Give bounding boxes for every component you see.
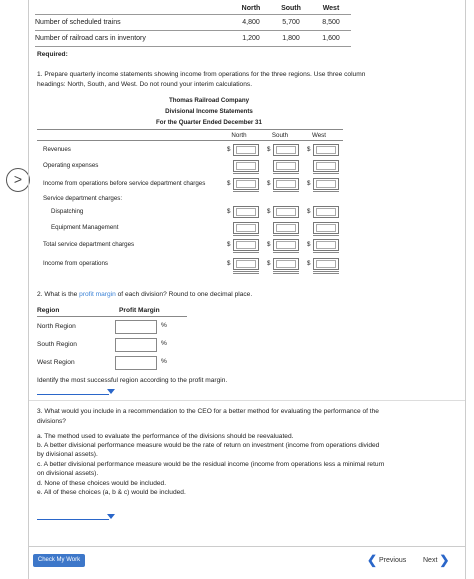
table-header-blank xyxy=(35,2,231,15)
chevron-left-icon: ❮ xyxy=(367,553,378,567)
dollar-sign: $ xyxy=(227,146,231,153)
table-header-south: South xyxy=(271,2,311,15)
dollar-sign: $ xyxy=(307,208,311,215)
row-total-service-charges: Total service department charges xyxy=(43,241,135,248)
data-table xyxy=(35,2,351,47)
percent-sign: % xyxy=(161,358,167,365)
income-before-north-input[interactable] xyxy=(233,178,259,190)
col-west: West xyxy=(312,132,326,139)
q1-text-line1: 1. Prepare quarterly income statements showing income from operations for the three regions. Use three column xyxy=(37,71,366,78)
row-income-from-operations: Income from operations xyxy=(43,260,108,267)
revenues-south-input[interactable] xyxy=(273,144,299,156)
statement-title: Divisional Income Statements xyxy=(165,108,253,115)
total-charges-north-input[interactable] xyxy=(233,239,259,251)
opex-south-input[interactable] xyxy=(273,160,299,172)
section-divider xyxy=(29,400,465,401)
dollar-sign: $ xyxy=(227,180,231,187)
double-underline xyxy=(233,273,259,274)
table-row xyxy=(35,31,351,47)
percent-sign: % xyxy=(161,322,167,329)
most-successful-region-select[interactable] xyxy=(37,384,109,395)
dollar-sign: $ xyxy=(267,208,271,215)
underline xyxy=(273,252,299,253)
region-south-label: South Region xyxy=(37,341,77,348)
divider xyxy=(37,140,343,141)
row-label: Number of scheduled trains xyxy=(35,15,231,31)
next-label: Next xyxy=(423,556,438,564)
cell-value: 1,800 xyxy=(271,31,311,47)
underline xyxy=(273,173,299,174)
underline xyxy=(233,191,259,192)
dollar-sign: $ xyxy=(227,241,231,248)
dispatching-north-input[interactable] xyxy=(233,206,259,218)
problem-page xyxy=(28,0,466,579)
dollar-sign: $ xyxy=(267,180,271,187)
previous-button[interactable] xyxy=(367,552,413,568)
equipment-south-input[interactable] xyxy=(273,222,299,234)
row-label: Number of railroad cars in inventory xyxy=(35,31,231,47)
choice-c-cont: on divisional assets). xyxy=(37,470,99,477)
region-col-header: Region xyxy=(37,307,60,314)
divider xyxy=(37,316,187,317)
underline xyxy=(313,252,339,253)
identify-text: Identify the most successful region according to the profit margin. xyxy=(37,377,228,384)
income-ops-south-input[interactable] xyxy=(273,258,299,270)
underline xyxy=(313,235,339,236)
check-my-work-button[interactable]: Check My Work xyxy=(33,554,85,567)
statement-period: For the Quarter Ended December 31 xyxy=(156,119,262,126)
dispatching-south-input[interactable] xyxy=(273,206,299,218)
dollar-sign: $ xyxy=(227,260,231,267)
cell-value: 8,500 xyxy=(311,15,351,31)
table-header-row xyxy=(35,2,351,15)
underline xyxy=(313,191,339,192)
chevron-down-icon[interactable] xyxy=(107,514,115,519)
q2-text-prefix: 2. What is the xyxy=(37,291,80,298)
row-operating-expenses: Operating expenses xyxy=(43,162,99,169)
underline xyxy=(273,235,299,236)
cell-value: 1,200 xyxy=(231,31,271,47)
q3-text-line2: divisions? xyxy=(37,418,66,425)
underline xyxy=(273,191,299,192)
underline xyxy=(233,252,259,253)
choice-b-cont: by divisional assets). xyxy=(37,451,98,458)
equipment-west-input[interactable] xyxy=(313,222,339,234)
required-heading: Required: xyxy=(37,51,68,58)
dollar-sign: $ xyxy=(307,241,311,248)
double-underline xyxy=(233,271,259,272)
dollar-sign: $ xyxy=(307,146,311,153)
underline xyxy=(233,173,259,174)
double-underline xyxy=(273,273,299,274)
col-north: North xyxy=(231,132,247,139)
expand-arrow-icon[interactable]: > xyxy=(6,168,30,192)
cell-value: 4,800 xyxy=(231,15,271,31)
company-name: Thomas Railroad Company xyxy=(168,97,250,104)
total-charges-south-input[interactable] xyxy=(273,239,299,251)
next-button[interactable] xyxy=(423,552,455,568)
total-charges-west-input[interactable] xyxy=(313,239,339,251)
previous-label: Previous xyxy=(379,556,407,564)
revenues-north-input[interactable] xyxy=(233,144,259,156)
dollar-sign: $ xyxy=(307,260,311,267)
table-row xyxy=(35,15,351,31)
divider xyxy=(37,129,343,130)
north-profit-margin-input[interactable] xyxy=(115,320,157,334)
double-underline xyxy=(273,271,299,272)
chevron-down-icon[interactable] xyxy=(107,389,115,394)
equipment-north-input[interactable] xyxy=(233,222,259,234)
col-south: South xyxy=(271,132,289,139)
double-underline xyxy=(313,271,339,272)
opex-west-input[interactable] xyxy=(313,160,339,172)
dollar-sign: $ xyxy=(227,208,231,215)
footer-divider xyxy=(29,546,465,547)
dollar-sign: $ xyxy=(267,146,271,153)
choice-a: a. The method used to evaluate the performance of the divisions should be reevaluated. xyxy=(37,433,294,440)
dollar-sign: $ xyxy=(267,260,271,267)
choice-e: e. All of these choices (a, b & c) would be included. xyxy=(37,489,186,496)
chevron-right-icon: ❯ xyxy=(439,553,450,567)
choice-c: c. A better divisional performance measure would be the residual income (income from operations less a minimal return xyxy=(37,461,385,468)
row-dispatching: Dispatching xyxy=(51,208,84,215)
income-ops-north-input[interactable] xyxy=(233,258,259,270)
profit-margin-link[interactable]: profit margin xyxy=(79,291,116,298)
choice-d: d. None of these choices would be included. xyxy=(37,480,167,487)
dollar-sign: $ xyxy=(267,241,271,248)
double-underline xyxy=(313,273,339,274)
percent-sign: % xyxy=(161,340,167,347)
underline xyxy=(233,235,259,236)
dispatching-west-input[interactable] xyxy=(313,206,339,218)
south-profit-margin-input[interactable] xyxy=(115,338,157,352)
revenues-west-input[interactable] xyxy=(313,144,339,156)
income-before-west-input[interactable] xyxy=(313,178,339,190)
recommendation-select[interactable] xyxy=(37,509,109,520)
cell-value: 1,600 xyxy=(311,31,351,47)
dollar-sign: $ xyxy=(307,180,311,187)
region-west-label: West Region xyxy=(37,359,75,366)
income-before-south-input[interactable] xyxy=(273,178,299,190)
table-header-west: West xyxy=(311,2,351,15)
q2-text xyxy=(37,290,457,299)
opex-north-input[interactable] xyxy=(233,160,259,172)
row-revenues: Revenues xyxy=(43,146,71,153)
row-equipment-management: Equipment Management xyxy=(51,224,119,231)
q3-text-line1: 3. What would you include in a recommendation to the CEO for a better method for evaluating the performance of the xyxy=(37,408,379,415)
row-income-before-charges: Income from operations before service department charges xyxy=(43,180,206,187)
q1-text-line2: headings: North, South, and West. Do not round your interim calculations. xyxy=(37,81,253,88)
choice-b: b. A better divisional performance measure would be the rate of return on investment (income from operations divided xyxy=(37,442,380,449)
west-profit-margin-input[interactable] xyxy=(115,356,157,370)
margin-col-header: Profit Margin xyxy=(119,307,160,314)
row-service-charges-heading: Service department charges: xyxy=(43,195,123,202)
underline xyxy=(313,173,339,174)
table-header-north: North xyxy=(231,2,271,15)
cell-value: 5,700 xyxy=(271,15,311,31)
income-ops-west-input[interactable] xyxy=(313,258,339,270)
q2-text-suffix: of each division? Round to one decimal place. xyxy=(115,291,253,298)
region-north-label: North Region xyxy=(37,323,76,330)
